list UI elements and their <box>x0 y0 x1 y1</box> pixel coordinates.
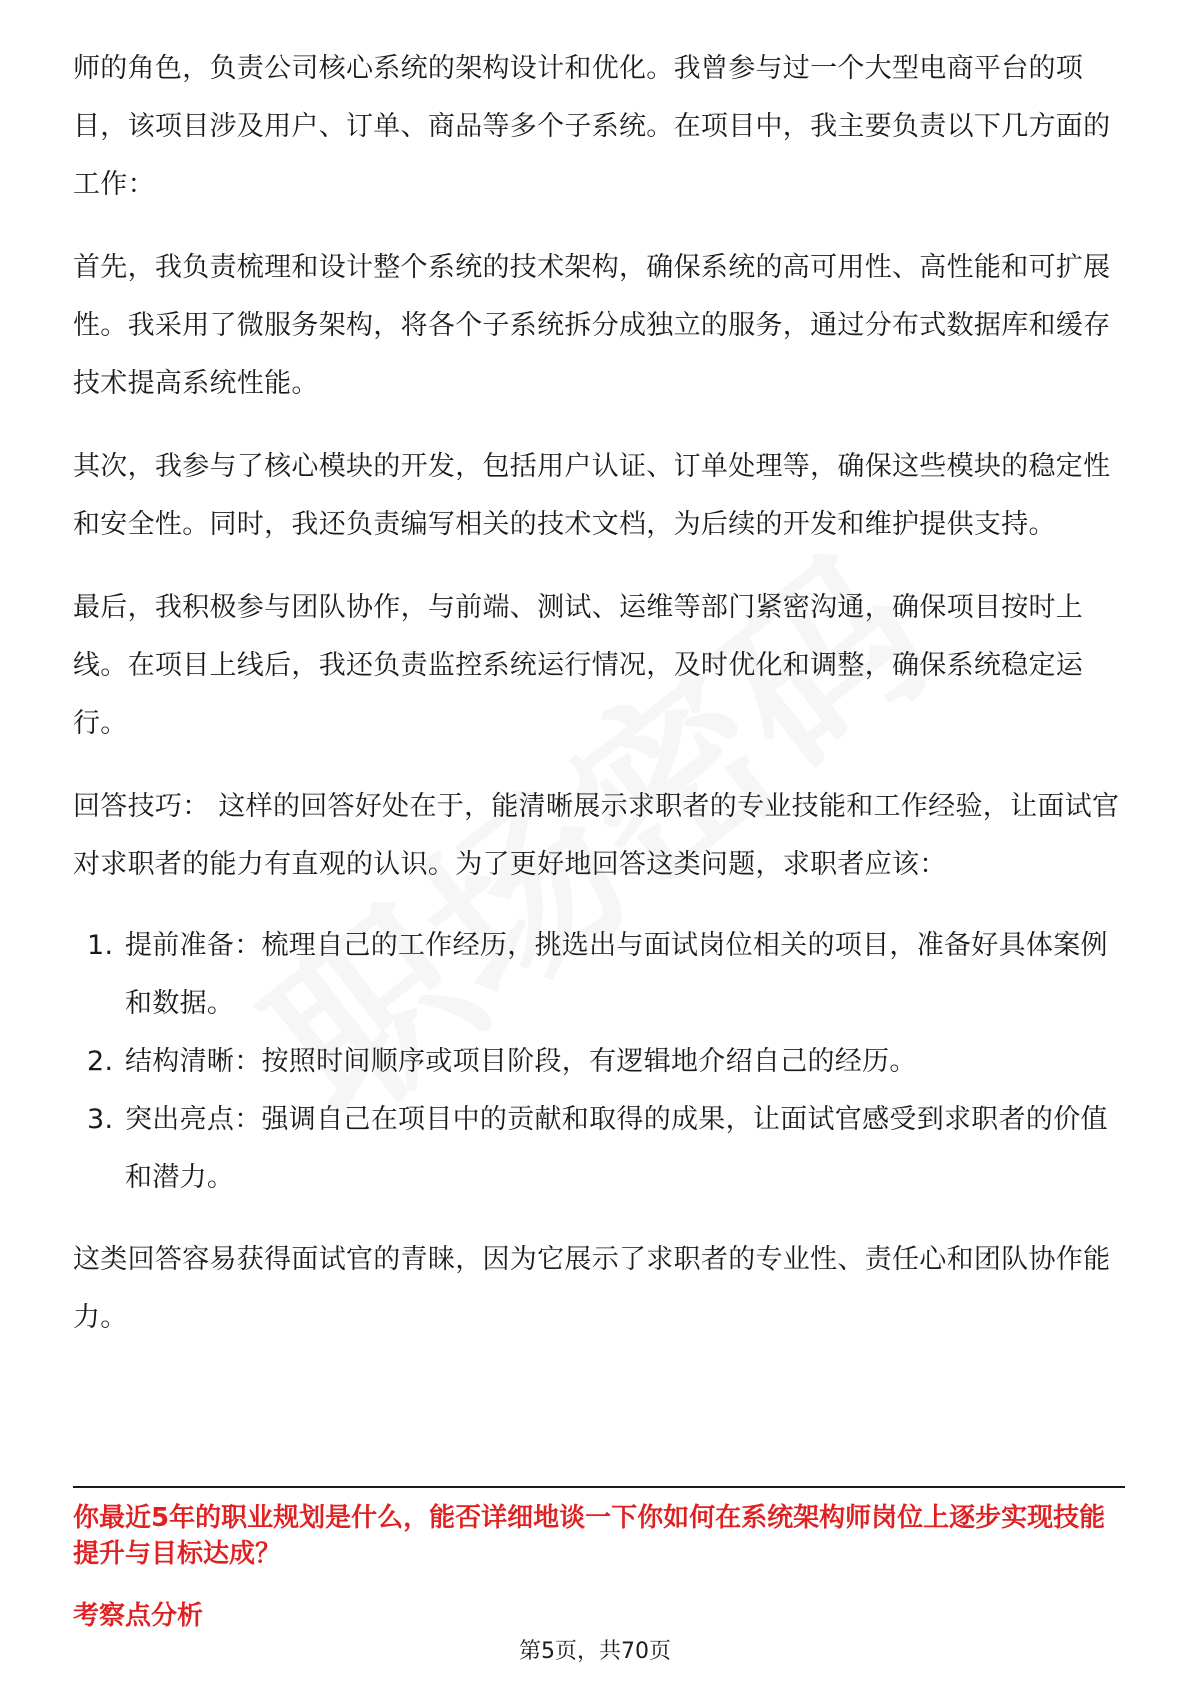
list-item-text: 提前准备：梳理自己的工作经历，挑选出与面试岗位相关的项目，准备好具体案例和数据。 <box>125 930 1108 1019</box>
list-item <box>73 1033 1123 1091</box>
paragraph-closing: 这类回答容易获得面试官的青睐，因为它展示了求职者的专业性、责任心和团队协作能力。 <box>73 1244 1111 1333</box>
paragraph-tips-intro: 回答技巧： 这样的回答好处在于，能清晰展示求职者的专业技能和工作经验，让面试官对求职者的能力有直观的认识。为了更好地回答这类问题，求职者应该： <box>73 791 1120 880</box>
list-item <box>73 1091 1123 1207</box>
list-item-number: 1. <box>87 930 114 961</box>
list-item-text: 结构清晰：按照时间顺序或项目阶段，有逻辑地介绍自己的经历。 <box>125 1046 917 1077</box>
list-item-number: 3. <box>87 1104 114 1135</box>
page-number: 第5页，共70页 <box>519 1639 671 1664</box>
answer-body <box>73 40 1123 1372</box>
paragraph-second: 其次，我参与了核心模块的开发，包括用户认证、订单处理等，确保这些模块的稳定性和安全性。同时，我还负责编写相关的技术文档，为后续的开发和维护提供支持。 <box>73 451 1111 540</box>
paragraph-intro: 师的角色，负责公司核心系统的架构设计和优化。我曾参与过一个大型电商平台的项目，该项目涉及用户、订单、商品等多个子系统。在项目中，我主要负责以下几方面的工作： <box>73 53 1111 200</box>
list-item-number: 2. <box>87 1046 114 1077</box>
paragraph-first: 首先，我负责梳理和设计整个系统的技术架构，确保系统的高可用性、高性能和可扩展性。我采用了微服务架构，将各个子系统拆分成独立的服务，通过分布式数据库和缓存技术提高系统性能。 <box>73 252 1111 399</box>
list-item <box>73 917 1123 1033</box>
analysis-subheading: 考察点分析 <box>73 1601 204 1631</box>
list-item-text: 突出亮点：强调自己在项目中的贡献和取得的成果，让面试官感受到求职者的价值和潜力。 <box>125 1104 1108 1193</box>
question-heading: 你最近5年的职业规划是什么，能否详细地谈一下你如何在系统架构师岗位上逐步实现技能提升与目标达成？ <box>73 1503 1106 1569</box>
tips-list <box>73 917 1123 1207</box>
section-divider <box>73 1486 1125 1488</box>
paragraph-last: 最后，我积极参与团队协作，与前端、测试、运维等部门紧密沟通，确保项目按时上线。在项目上线后，我还负责监控系统运行情况，及时优化和调整，确保系统稳定运行。 <box>73 592 1084 739</box>
